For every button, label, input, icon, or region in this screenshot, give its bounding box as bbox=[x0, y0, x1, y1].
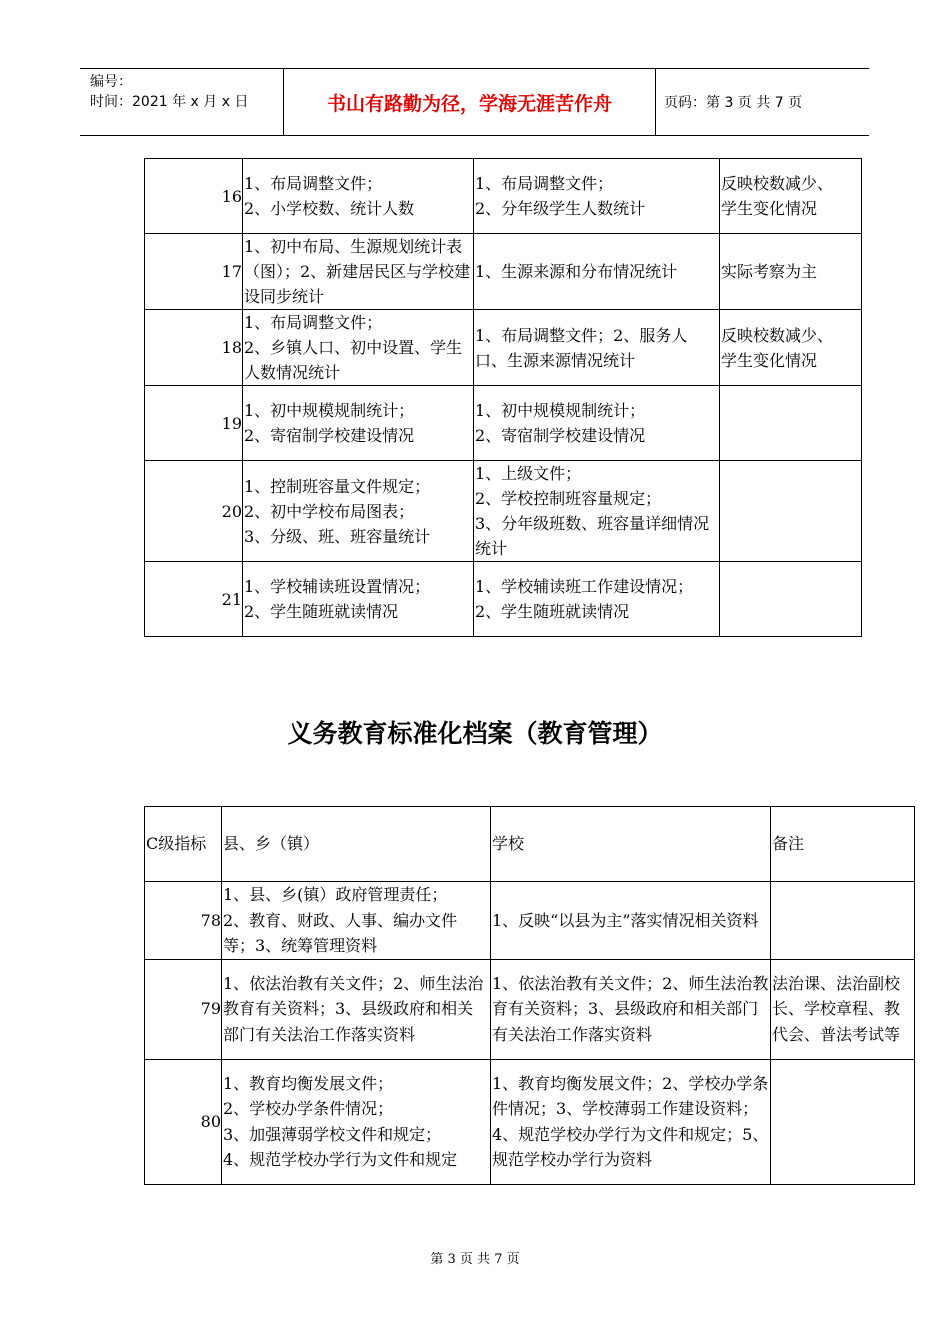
row-number: 16 bbox=[145, 159, 243, 234]
page-header bbox=[80, 68, 869, 136]
row-number: 78 bbox=[145, 882, 222, 960]
school-cell: 1、学校辅读班工作建设情况；2、学生随班就读情况 bbox=[474, 562, 720, 637]
header-page-info: 页码：第 3 页 共 7 页 bbox=[664, 95, 803, 111]
table-row bbox=[145, 159, 862, 234]
school-cell: 1、上级文件； 2、学校控制班容量规定； 3、分年级班数、班容量详细情况统计 bbox=[474, 461, 720, 562]
table-row bbox=[145, 461, 862, 562]
section-title: 义务教育标准化档案（教育管理） bbox=[287, 719, 663, 748]
row-number: 17 bbox=[145, 234, 243, 310]
note-cell bbox=[720, 461, 862, 562]
standards-table-layout bbox=[144, 158, 862, 637]
table-row bbox=[145, 562, 862, 637]
note-cell bbox=[771, 1059, 915, 1184]
note-cell bbox=[720, 562, 862, 637]
county-cell: 1、依法治教有关文件；2、师生法治教育有关资料；3、县级政府和相关部门有关法治工作落实资料 bbox=[222, 959, 491, 1059]
county-cell: 1、学校辅读班设置情况； 2、学生随班就读情况 bbox=[243, 562, 474, 637]
row-number: 21 bbox=[145, 562, 243, 637]
school-cell: 1、生源来源和分布情况统计 bbox=[474, 234, 720, 310]
standards-table-management-body bbox=[145, 882, 915, 1185]
header-motto: 书山有路勤为径，学海无涯苦作舟 bbox=[283, 69, 656, 135]
school-cell: 1、初中规模规制统计； 2、寄宿制学校建设情况 bbox=[474, 386, 720, 461]
county-cell: 1、控制班容量文件规定； 2、初中学校布局图表； 3、分级、班、班容量统计 bbox=[243, 461, 474, 562]
header-meta bbox=[80, 69, 283, 135]
table-row bbox=[145, 310, 862, 386]
standards-table-management bbox=[144, 806, 915, 1185]
table-row bbox=[145, 386, 862, 461]
header-county: 县、乡（镇） bbox=[222, 807, 491, 882]
header-c-index: C级指标 bbox=[145, 807, 222, 882]
school-cell: 1、教育均衡发展文件；2、学校办学条件情况；3、学校薄弱工作建设资料；4、规范学校办学行为文件和规定；5、规范学校办学行为资料 bbox=[491, 1059, 771, 1184]
school-cell: 1、布局调整文件；2、服务人口、生源来源情况统计 bbox=[474, 310, 720, 386]
note-cell bbox=[720, 386, 862, 461]
county-cell: 1、布局调整文件； 2、乡镇人口、初中设置、学生人数情况统计 bbox=[243, 310, 474, 386]
page-footer: 第 3 页 共 7 页 bbox=[430, 1252, 520, 1267]
row-number: 20 bbox=[145, 461, 243, 562]
note-cell: 反映校数减少、 学生变化情况 bbox=[720, 159, 862, 234]
note-cell: 反映校数减少、 学生变化情况 bbox=[720, 310, 862, 386]
row-number: 18 bbox=[145, 310, 243, 386]
table-row bbox=[145, 882, 915, 960]
row-number: 80 bbox=[145, 1059, 222, 1184]
header-note: 备注 bbox=[771, 807, 915, 882]
table-row bbox=[145, 1059, 915, 1184]
note-cell: 实际考察为主 bbox=[720, 234, 862, 310]
document-number-label: 编号： bbox=[90, 74, 132, 90]
school-cell: 1、反映“以县为主”落实情况相关资料 bbox=[491, 882, 771, 960]
county-cell: 1、初中布局、生源规划统计表（图）；2、新建居民区与学校建设同步统计 bbox=[243, 234, 474, 310]
row-number: 79 bbox=[145, 959, 222, 1059]
standards-table-layout-body bbox=[145, 159, 862, 637]
school-cell: 1、布局调整文件； 2、分年级学生人数统计 bbox=[474, 159, 720, 234]
county-cell: 1、初中规模规制统计； 2、寄宿制学校建设情况 bbox=[243, 386, 474, 461]
document-date: 时间：2021 年 x 月 x 日 bbox=[90, 94, 249, 110]
note-cell bbox=[771, 882, 915, 960]
table-header-row bbox=[145, 807, 915, 882]
county-cell: 1、教育均衡发展文件； 2、学校办学条件情况； 3、加强薄弱学校文件和规定； 4、规范学校办学行为文件和规定 bbox=[222, 1059, 491, 1184]
county-cell: 1、布局调整文件； 2、小学校数、统计人数 bbox=[243, 159, 474, 234]
county-cell: 1、县、乡(镇）政府管理责任； 2、教育、财政、人事、编办文件等；3、统筹管理资料 bbox=[222, 882, 491, 960]
row-number: 19 bbox=[145, 386, 243, 461]
note-cell: 法治课、法治副校长、学校章程、教代会、普法考试等 bbox=[771, 959, 915, 1059]
table-row bbox=[145, 234, 862, 310]
table-row bbox=[145, 959, 915, 1059]
school-cell: 1、依法治教有关文件；2、师生法治教育有关资料；3、县级政府和相关部门有关法治工作落实资料 bbox=[491, 959, 771, 1059]
header-school: 学校 bbox=[491, 807, 771, 882]
